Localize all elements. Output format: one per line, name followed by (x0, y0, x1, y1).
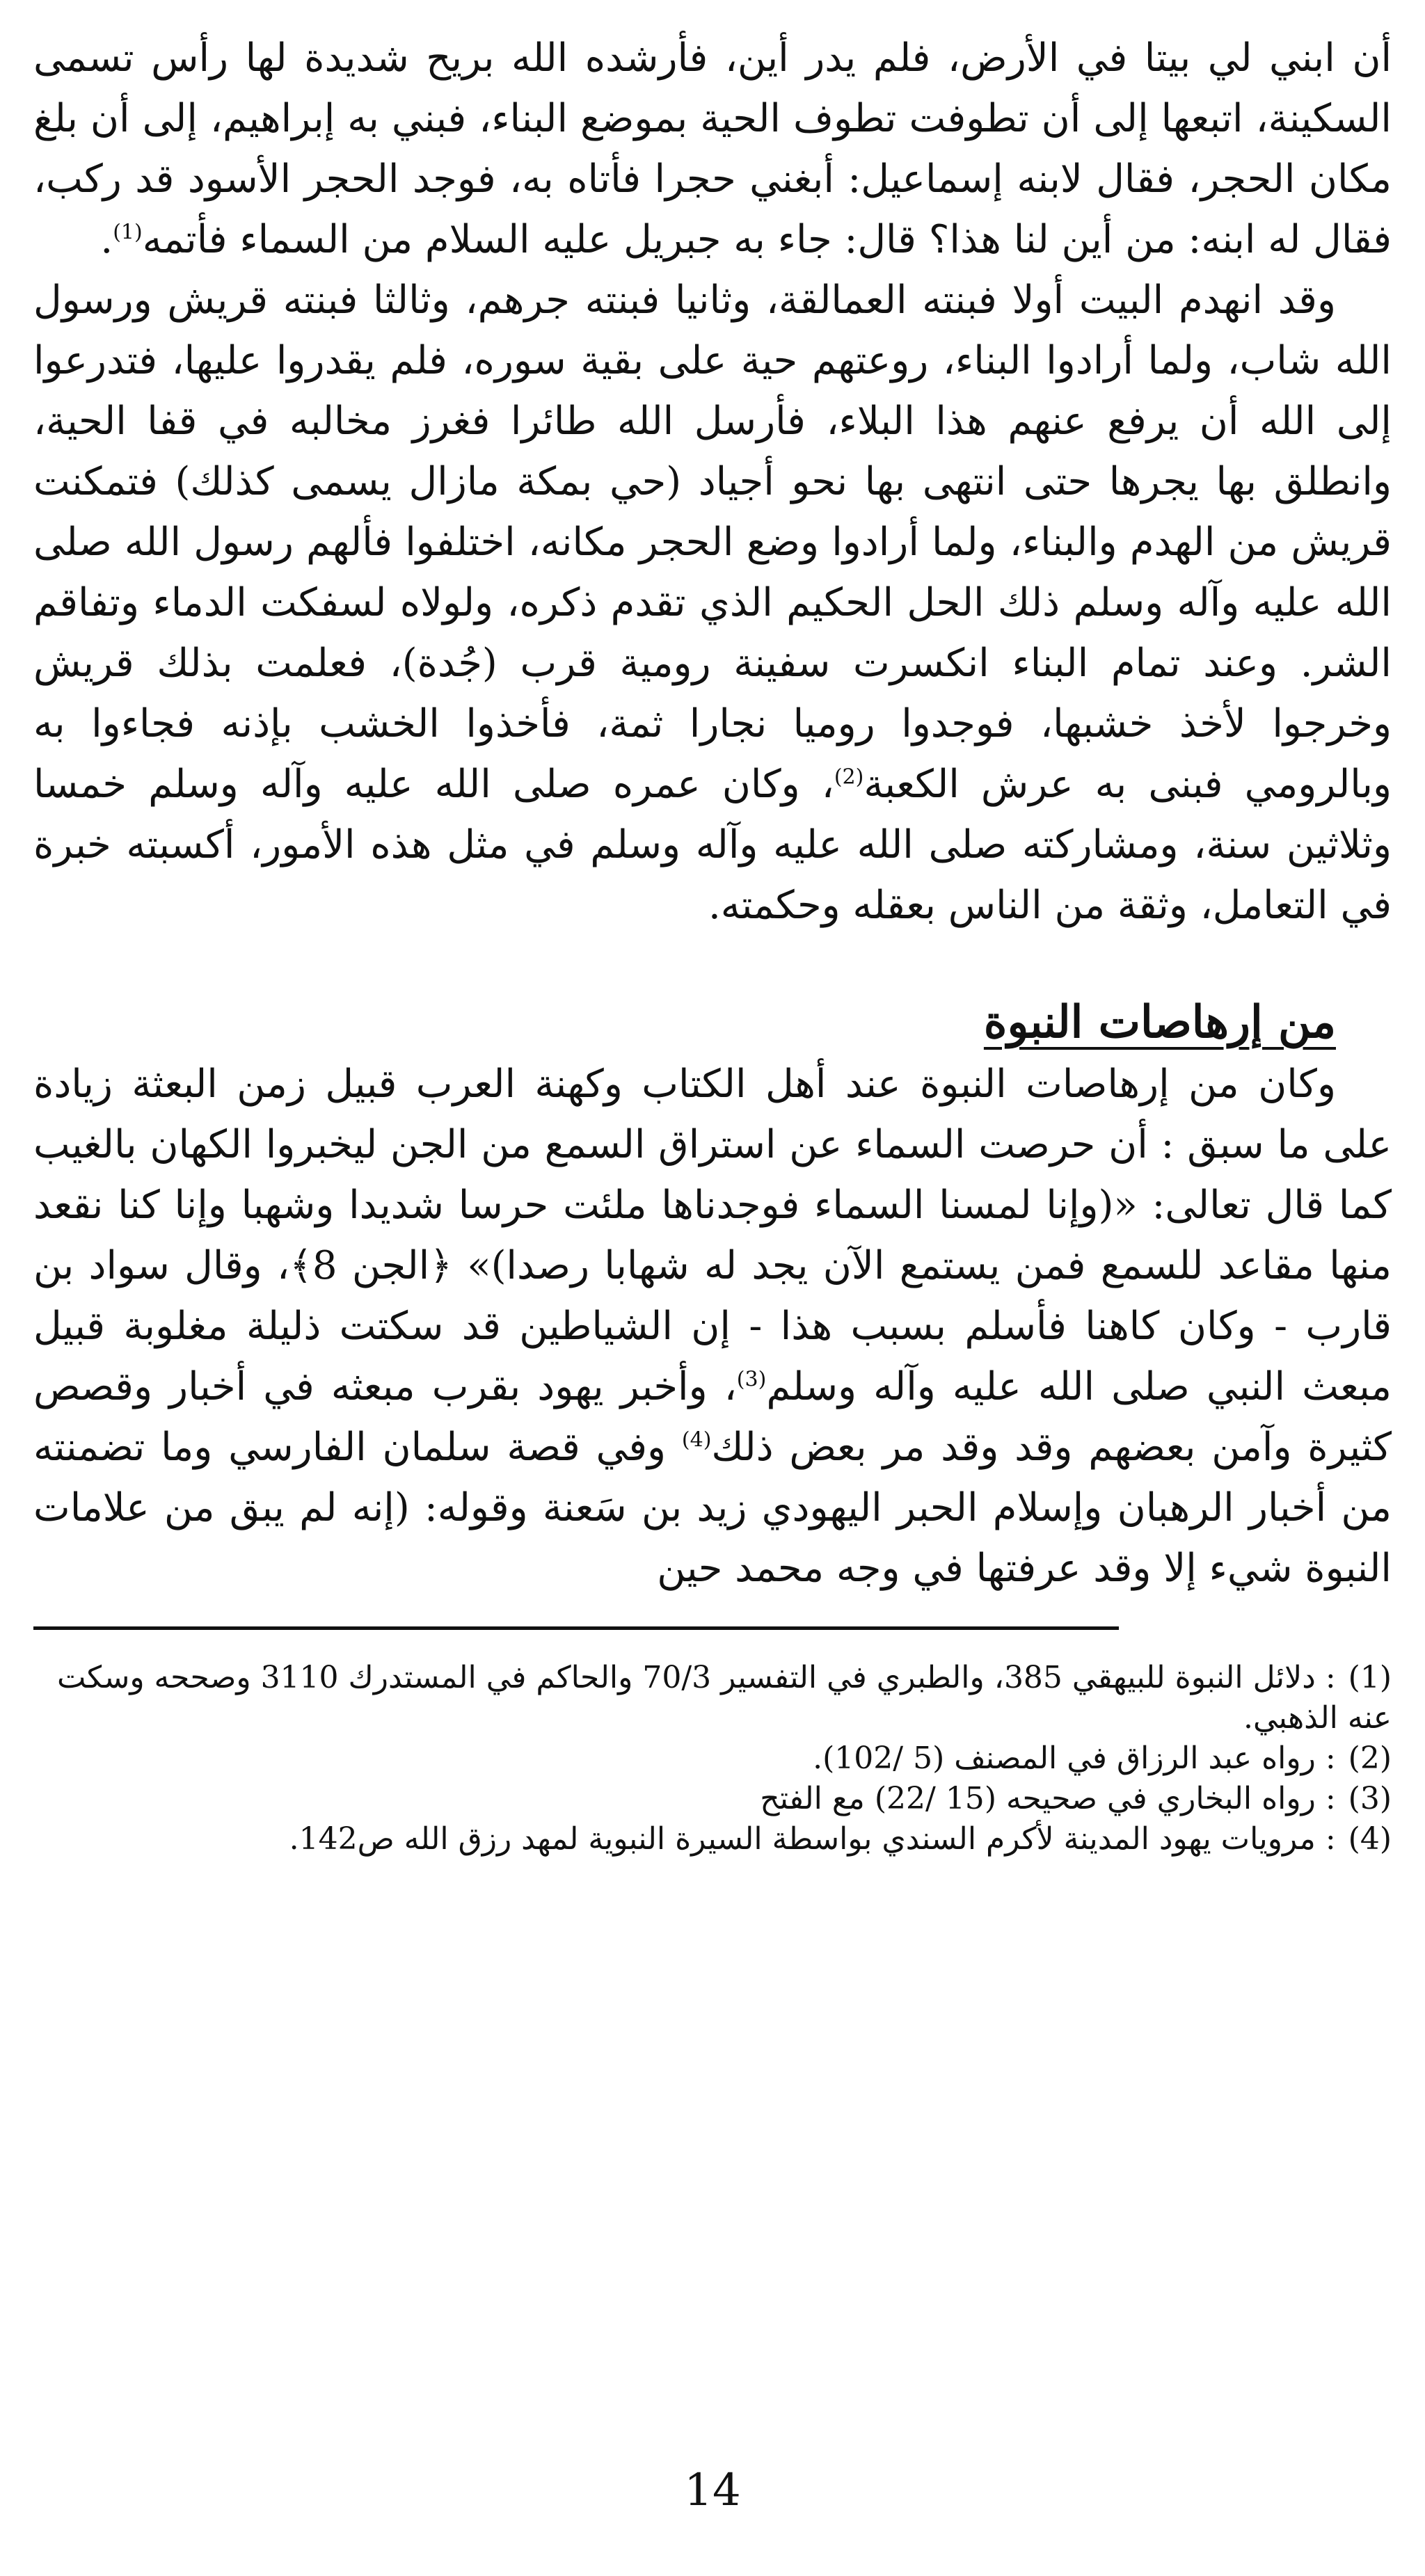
footnote-ref: (2) (1348, 1741, 1392, 1776)
footnote-marker-1: (1) (113, 220, 143, 245)
footnote-ref: (4) (1348, 1821, 1392, 1857)
paragraph-text: وقد انهدم البيت أولا فبنته العمالقة، وثانيا فبنته جرهم، وثالثا فبنته قريش ورسول الله شاب، ولما أرادوا البناء، روعتهم حية على بقية سوره، فلم يقدروا عليها، فتدرعوا إلى الله أن يرفع عنهم هذا البلاء، فأرسل الله طائرا فغرز مخالبه في قفا الحية، وانطلق بها يجرها حتى انتهى بها نحو أجياد (حي بمكة مازال يسمى كذلك) فتمكنت قريش من الهدم والبناء، ولما أرادوا وضع الحجر مكانه، اختلفوا فألهم رسول الله صلى الله عليه وآله وسلم ذلك الحل الحكيم الذي تقدم ذكره، ولولاه لسفكت الدماء وتفاقم الشر. وعند تمام البناء انكسرت سفينة رومية قرب (جُدة)، فعلمت بذلك قريش وخرجوا لأخذ خشبها، فوجدوا روميا نجارا ثمة، فأخذوا الخشب بإذنه فجاءوا به وبالرومي فبنى به عرش الكعبة (33, 278, 1392, 807)
paragraph-end: . (100, 217, 113, 262)
paragraph-text: أن ابني لي بيتا في الأرض، فلم يدر أين، فأرشده الله بريح شديدة لها رأس تسمى السكينة، اتبعها إلى أن تطوفت تطوف الحية بموضع البناء، فبني به إبراهيم، إلى أن بلغ مكان الحجر، فقال لابنه إسماعيل: أبغني حجرا فأتاه به، فوجد الحجر الأسود قد ركب، فقال له ابنه: من أين لنا هذا؟ قال: جاء به جبريل عليه السلام من السماء فأتمه (33, 35, 1392, 262)
footnote-2 (33, 1738, 1392, 1779)
paragraph-text-end: وفي قصة سلمان الفارسي وما تضمنته من أخبار الرهبان وإسلام الحبر اليهودي زيد بن سَعنة وقوله: (إنه لم يبق من علامات النبوة شيء إلا وقد عرفتها في وجه محمد حين (33, 1425, 1392, 1591)
footnotes (33, 1658, 1392, 1859)
footnote-1 (33, 1658, 1392, 1738)
footnote-marker-2: (2) (834, 765, 864, 790)
section-gap (33, 936, 1392, 991)
footnote-4 (33, 1819, 1392, 1859)
body-paragraph-2 (33, 270, 1392, 936)
section-heading-wrap (33, 991, 1392, 1054)
footnote-separator (33, 1626, 1119, 1630)
footnote-text: : دلائل النبوة للبيهقي 385، والطبري في التفسير 70/3 والحاكم في المستدرك 3110 وصححه وسكت عنه الذهبي. (56, 1660, 1392, 1736)
footnote-marker-3: (3) (736, 1367, 767, 1392)
footnote-3 (33, 1779, 1392, 1819)
paragraph-text: وكان من إرهاصات النبوة عند أهل الكتاب وكهنة العرب قبيل زمن البعثة زيادة على ما سبق : أن حرصت السماء عن استراق السمع من الجن ليخبروا الكهان بالغيب كما قال تعالى: «(وإنا لمسنا السماء فوجدناها ملئت حرسا شديدا وشهبا وإنا كنا نقعد منها مقاعد للسمع فمن يستمع الآن يجد له شهابا رصدا)» ﴿الجن 8﴾، وقال سواد بن قارب - وكان كاهنا فأسلم بسبب هذا - إن الشياطين قد سكتت ذليلة مغلوبة قبيل مبعث النبي صلى الله عليه وآله وسلم (33, 1062, 1392, 1409)
body-paragraph-3 (33, 1054, 1392, 1599)
footnote-text: : مرويات يهود المدينة لأكرم السندي بواسطة السيرة النبوية لمهد رزق الله ص142. (289, 1821, 1336, 1857)
body-paragraph-1 (33, 28, 1392, 270)
paragraph-text-cont: ، وكان عمره صلى الله عليه وآله وسلم خمسا وثلاثين سنة، ومشاركته صلى الله عليه وآله وسلم في مثل هذه الأمور، أكسبته خبرة في التعامل، وثقة من الناس بعقله وحكمته. (33, 762, 1392, 928)
footnote-ref: (1) (1348, 1660, 1392, 1695)
footnote-text: : رواه البخاري في صحيحه (15 /22) مع الفتح (760, 1781, 1336, 1816)
footnote-ref: (3) (1348, 1781, 1392, 1816)
paragraph-text-cont: ، وأخبر يهود بقرب مبعثه في أخبار وقصص كثيرة وآمن بعضهم وقد وقد مر بعض ذلك (33, 1364, 1392, 1470)
page-number: 14 (684, 2465, 741, 2516)
section-heading: من إرهاصات النبوة (983, 996, 1336, 1048)
footnote-text: : رواه عبد الرزاق في المصنف (5 /102). (813, 1741, 1336, 1776)
footnote-marker-4: (4) (681, 1427, 712, 1453)
